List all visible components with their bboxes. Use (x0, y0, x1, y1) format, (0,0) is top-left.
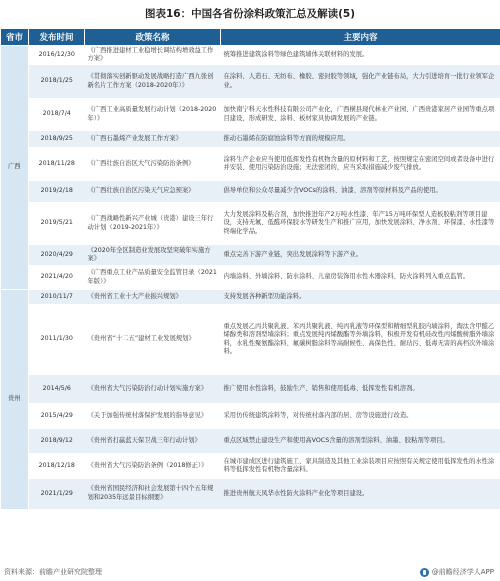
province-cell-guizhou: 贵州 (1, 290, 29, 509)
content-cell: 重点完善下游产业链，突出发展涂料等下游产业。 (221, 245, 500, 266)
content-cell: 内墙涂料、外墙涂料、防水涂料、儿童房装饰用水性木器涂料、防火涂料列入重点监管。 (221, 266, 500, 290)
chart-title: 图表16：中国各省份涂料政策汇总及解读(5) (144, 8, 355, 20)
table-row (1, 429, 500, 454)
content-cell: 倡导单位和公众尽量减少含VOCs的涂料、油漆、溶剂等原材料及产品的使用。 (221, 181, 500, 203)
date-cell: 2018/1/25 (29, 65, 85, 99)
policy-name-cell: 《贵州省“十二五”建材工业发展规划》 (85, 305, 221, 375)
footer (4, 565, 496, 579)
policy-name-cell: 《贯彻落实创新驱动发展战略打造广西九张创新名片工作方案（2018-2020年）》 (85, 65, 221, 99)
table-row (1, 99, 500, 131)
content-cell: 大力发展涂料及粘合剂，加快推进年产2万吨水性漆、年产15万吨环保型人造板胶粘剂等项目建设，支持无氟、低醛环保胶水等研发生产和推广应用，加快发展涂料、净水剂、环保漆、水性漆等终端化学品。 (221, 203, 500, 245)
date-cell: 2018/11/28 (29, 148, 85, 181)
table-header-row (1, 29, 500, 46)
date-cell: 2010/11/7 (29, 290, 85, 305)
table-row (1, 404, 500, 429)
province-cell-guangxi: 广西 (1, 46, 29, 290)
policy-name-cell: 《广西推进建材工业稳增长调结构增效益工作方案》 (85, 46, 221, 65)
date-cell: 2018/7/4 (29, 99, 85, 131)
table-row (1, 65, 500, 99)
content-cell: 加快南宁科天水性科技有限公司产业化，广西横县现代林业产业园、广西贵港家居产业园等重点项目建设，形成研发、涂料、板材家具协调发展的产业链。 (221, 99, 500, 131)
table-row (1, 46, 500, 65)
date-cell: 2020/4/29 (29, 245, 85, 266)
table-row (1, 305, 500, 375)
policy-table (0, 28, 500, 509)
date-cell: 2016/12/30 (29, 46, 85, 65)
source-note: 资料来源：前瞻产业研究院整理 (4, 568, 102, 576)
content-cell: 涂料生产企业应当使用低挥发性有机物含量的原材料和工艺，按照规定在密闭空间或者设备中进行并安装、使用污染防治设施；无法密闭的，应当采取措施减少废气排放。 (221, 148, 500, 181)
date-cell: 2021/1/29 (29, 479, 85, 509)
header-content: 主要内容 (221, 29, 500, 46)
date-cell: 2015/4/29 (29, 404, 85, 429)
header-date: 发布时间 (29, 29, 85, 46)
content-cell: 在涂料、人造石、无纺布、橡胶、密封胶等领域，强化产业链布局，大力引进培育一批行业领军企业。 (221, 65, 500, 99)
content-cell: 推广使用水性涂料，鼓励生产、销售和使用低毒、低挥发性有机溶剂。 (221, 375, 500, 404)
policy-name-cell: 《贵州省大气污染防治条例（2018修正）》 (85, 454, 221, 479)
header-policy-name: 政策名称 (85, 29, 221, 46)
date-cell: 2011/1/30 (29, 305, 85, 375)
policy-name-cell: 《贵州省国民经济和社会发展第十四个五年规划和2035年远景目标纲要》 (85, 479, 221, 509)
policy-name-cell: 《贵州省打赢蓝天保卫战三年行动计划》 (85, 429, 221, 454)
policy-name-cell: 《贵州省工业十大产业振兴规划》 (85, 290, 221, 305)
brand-watermark (420, 565, 494, 579)
date-cell: 2018/12/18 (29, 454, 85, 479)
table-row (1, 203, 500, 245)
table-body (1, 46, 500, 509)
policy-name-cell: 《关于加强传统村落保护发展的指导意见》 (85, 404, 221, 429)
header-province: 省市 (1, 29, 29, 46)
content-cell: 支持发展各种新型功能涂料。 (221, 290, 500, 305)
policy-name-cell: 《2020年全区制造业发展攻坚突破年实施方案》 (85, 245, 221, 266)
content-cell: 采用仿传统建筑涂料等，对传统村落内部的居、房等设施进行改造。 (221, 404, 500, 429)
date-cell: 2019/2/18 (29, 181, 85, 203)
date-cell: 2018/9/12 (29, 429, 85, 454)
policy-name-cell: 《广西战略性新兴产业城（贵港）建设三年行动计划（2019-2021年）》 (85, 203, 221, 245)
table-row (1, 375, 500, 404)
table-row (1, 148, 500, 181)
table-row (1, 454, 500, 479)
policy-name-cell: 《广西壮族自治区大气污染防治条例》 (85, 148, 221, 181)
content-cell: 统筹推进建筑涂料等绿色建筑墙体关联材料的发展。 (221, 46, 500, 65)
date-cell: 2021/4/20 (29, 266, 85, 290)
content-cell: 推动石墨烯在防腐蚀涂料等方面的规模应用。 (221, 131, 500, 148)
date-cell: 2018/9/25 (29, 131, 85, 148)
date-cell: 2019/5/21 (29, 203, 85, 245)
brand-label: @前瞻经济学人APP (431, 568, 494, 576)
table-row (1, 181, 500, 203)
policy-name-cell: 《广西重点工业产品质量安全监管目录（2021年版）》 (85, 266, 221, 290)
policy-name-cell: 《贵州省大气污染防治行动计划实施方案》 (85, 375, 221, 404)
content-cell: 推进贵州航天凤华水性防火涂料产业化等项目建设。 (221, 479, 500, 509)
table-row (1, 245, 500, 266)
table-row (1, 266, 500, 290)
policy-name-cell: 《广西石墨烯产业发展工作方案》 (85, 131, 221, 148)
policy-name-cell: 《广西壮族自治区污染天气应急预案》 (85, 181, 221, 203)
date-cell: 2014/5/6 (29, 375, 85, 404)
qianzhan-logo-icon (420, 568, 429, 577)
table-row (1, 131, 500, 148)
content-cell: 重点发展乙丙共聚乳液、苯丙共聚乳液、纯丙乳液等环保型和精细型乳胶内墙涂料，淘汰含甲醛乙烯醇类和溶剂型墙涂料；重点发展纯丙烯酸酯等外墙涂料，积极开发有机硅改性丙烯酸树脂外墙涂料，水乳性聚氨酯涂料、氟碳树脂涂料等高耐候性、高保色性、耐玷污、低毒无害的高档次外墙涂料。 (221, 305, 500, 375)
content-cell: 重点区域禁止建设生产和使用高VOCS含量的溶剂型涂料、油墨、胶粘剂等项目。 (221, 429, 500, 454)
table-row (1, 479, 500, 509)
table-row (1, 290, 500, 305)
policy-name-cell: 《广西工业高质量发展行动计划（2018-2020年）》 (85, 99, 221, 131)
content-cell: 在城市建成区进行建筑施工、家具制造及其他工业涂装项目应按照有关规定使用低挥发性的水性涂料等低挥发性有机物含量涂料。 (221, 454, 500, 479)
